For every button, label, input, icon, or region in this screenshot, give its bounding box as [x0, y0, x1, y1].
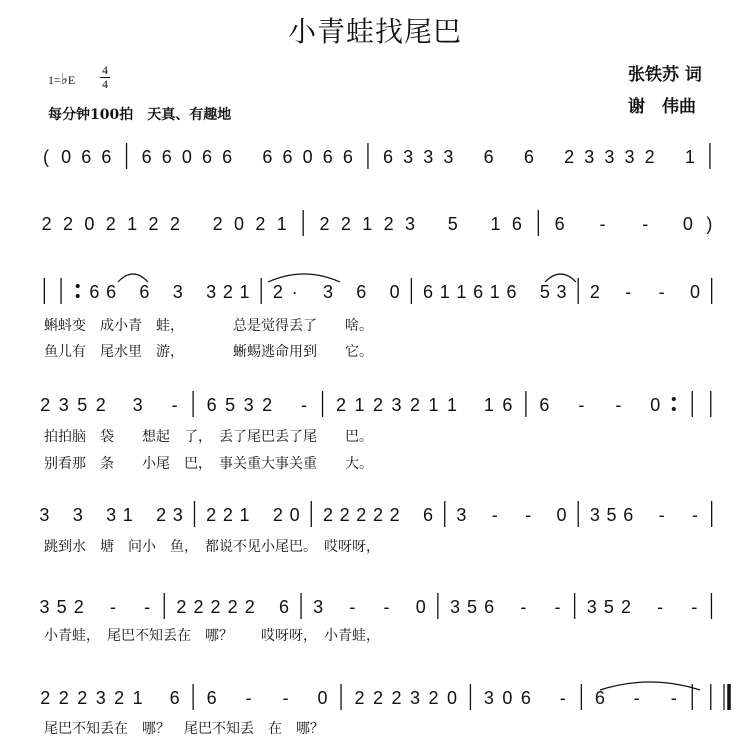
note-glyph: - — [282, 688, 289, 708]
time-top: 4 — [102, 63, 108, 77]
note-glyph: 6 — [502, 395, 513, 415]
note-glyph: 1 — [483, 395, 494, 415]
note-glyph: 0 — [234, 214, 245, 234]
note-glyph: 6 — [278, 597, 289, 617]
note-glyph: 3 — [586, 597, 597, 617]
note-glyph: 3 — [39, 597, 50, 617]
note-glyph: 1 — [276, 214, 287, 234]
note-glyph: - — [670, 688, 677, 708]
note-glyph: 6 — [483, 147, 494, 167]
note-glyph: - — [144, 597, 151, 617]
note-glyph: 6 — [206, 688, 217, 708]
note-glyph: 1 — [127, 214, 138, 234]
note-glyph: 0 — [682, 214, 693, 234]
note-glyph: 6 — [201, 147, 213, 167]
note-glyph: 2 — [409, 395, 420, 415]
note-glyph: 6 — [506, 282, 517, 302]
note-glyph: 3 — [403, 147, 414, 167]
key-prefix: 1= — [48, 73, 61, 87]
note-glyph: 2 — [383, 214, 394, 234]
note-glyph: - — [554, 597, 561, 617]
note-glyph: 2 — [272, 282, 283, 302]
lyric-line: 鱼儿有 尾水里 游， 蜥蜴逃命用到 它。 — [44, 344, 373, 360]
note-glyph: 2 — [105, 214, 116, 234]
note-glyph: 2 — [372, 395, 384, 415]
note-glyph: 2 — [73, 597, 84, 617]
note-glyph: - — [559, 688, 566, 708]
note-glyph: - — [642, 214, 649, 234]
note-glyph: 2 — [210, 597, 221, 617]
note-glyph: 6 — [81, 147, 92, 167]
repeat-dot — [672, 397, 676, 401]
note-glyph: 2 — [193, 597, 204, 617]
note-glyph: 1 — [354, 395, 365, 415]
note-glyph: 2 — [620, 597, 631, 617]
lyric-line: 拍拍脑 袋 想起 了， 丢了尾巴丢了尾 巴。 — [44, 429, 373, 445]
note-glyph: 6 — [423, 505, 434, 525]
note-glyph: - — [691, 597, 698, 617]
note-glyph: 3 — [132, 395, 143, 415]
note-glyph: 3 — [423, 147, 434, 167]
note-glyph: 2 — [227, 597, 238, 617]
note-glyph: 2 — [77, 688, 88, 708]
note-glyph: 0 — [556, 505, 567, 525]
note-glyph: 3 — [243, 395, 254, 415]
note-glyph: - — [171, 395, 178, 415]
note-glyph: 1 — [489, 282, 500, 302]
note-glyph: 3 — [456, 505, 467, 525]
note-glyph: 2 — [644, 147, 655, 167]
note-glyph: 0 — [289, 505, 300, 525]
lyricist-credit: 张铁苏 词 — [628, 65, 702, 85]
note-glyph: 0 — [689, 282, 700, 302]
note-glyph: 0 — [650, 395, 661, 415]
note-glyph: 2 — [340, 214, 351, 234]
note-glyph: 0 — [389, 282, 400, 302]
tempo-marking: 每分钟100拍 天真、有趣地 — [48, 107, 232, 123]
score-row — [36, 210, 712, 236]
note-glyph: 6 — [89, 282, 100, 302]
lyric-line: 小青蛙， 尾巴不知丢在 哪？ 哎呀呀， 小青蛙， — [44, 628, 380, 644]
score-row — [36, 684, 711, 737]
note-glyph: 2 — [222, 505, 233, 525]
note-glyph: 6 — [539, 395, 550, 415]
note-glyph: 6 — [594, 688, 605, 708]
note-glyph: 2 — [244, 597, 255, 617]
note-glyph: 5 — [467, 597, 478, 617]
note-glyph: 2 — [148, 214, 159, 234]
note-glyph: · — [291, 282, 298, 302]
note-glyph: 6 — [106, 282, 117, 302]
lyric-line: 跳到水 塘 问小 鱼， 都说不见小尾巴。 哎呀呀， — [44, 539, 380, 555]
note-glyph: 6 — [282, 147, 293, 167]
score-row — [36, 278, 712, 360]
note-glyph: 3 — [72, 505, 83, 525]
repeat-dot — [672, 407, 676, 411]
note-glyph: 1 — [490, 214, 501, 234]
note-glyph: 6 — [520, 688, 531, 708]
note-glyph: 3 — [39, 505, 50, 525]
note-glyph: 6 — [101, 147, 112, 167]
note-glyph: 5 — [606, 505, 617, 525]
note-glyph: 2 — [589, 282, 600, 302]
note-glyph: 3 — [95, 688, 106, 708]
note-glyph: 6 — [222, 147, 233, 167]
note-glyph: 0 — [302, 147, 313, 167]
note-glyph: 2 — [428, 688, 439, 708]
note-glyph: 1 — [362, 214, 373, 234]
score-row — [36, 593, 711, 644]
tie-arc — [268, 274, 340, 282]
tie-arc — [545, 274, 576, 282]
note-glyph: - — [658, 282, 665, 302]
note-glyph: 6 — [322, 147, 333, 167]
note-glyph: 2 — [206, 505, 217, 525]
note-glyph: 3 — [589, 505, 600, 525]
song-title: 小青蛙找尾巴 — [287, 15, 462, 48]
note-glyph: 2 — [114, 688, 125, 708]
note-glyph: 6 — [473, 282, 484, 302]
note-glyph: - — [301, 395, 308, 415]
note-glyph: - — [525, 505, 532, 525]
time-bottom: 4 — [102, 77, 108, 91]
note-glyph: 6 — [423, 282, 434, 302]
note-glyph: 3 — [556, 282, 567, 302]
score-staff — [36, 143, 729, 737]
note-glyph: 5 — [539, 282, 550, 302]
note-glyph: 1 — [446, 395, 457, 415]
note-glyph: 5 — [603, 597, 614, 617]
note-glyph: 6 — [356, 282, 367, 302]
note-glyph: 6 — [554, 214, 565, 234]
note-glyph: 6 — [523, 147, 534, 167]
note-glyph: - — [245, 688, 252, 708]
note-glyph: 6 — [141, 147, 152, 167]
note-glyph: 2 — [222, 282, 233, 302]
repeat-dot — [76, 294, 80, 298]
note-glyph: 5 — [77, 395, 88, 415]
note-glyph: 1 — [456, 282, 467, 302]
note-glyph: 1 — [132, 688, 143, 708]
note-glyph: 1 — [439, 282, 450, 302]
note-glyph: 3 — [391, 395, 402, 415]
note-glyph: 6 — [169, 688, 180, 708]
note-glyph: - — [633, 688, 640, 708]
lyric-line: 蝌蚪变 成小青 蛙， 总是觉得丢了 啥。 — [44, 318, 373, 334]
score-row — [36, 391, 711, 472]
note-glyph: 0 — [317, 688, 328, 708]
note-glyph: 0 — [61, 147, 72, 167]
composer-credit: 谢 伟曲 — [628, 97, 696, 117]
note-glyph: 3 — [405, 214, 416, 234]
note-glyph: 1 — [239, 282, 250, 302]
note-glyph: 3 — [58, 395, 69, 415]
note-glyph: - — [578, 395, 585, 415]
note-glyph: 5 — [225, 395, 236, 415]
note-glyph: 1 — [239, 505, 250, 525]
note-glyph: 2 — [356, 505, 367, 525]
note-glyph: 2 — [339, 505, 350, 525]
note-glyph: 2 — [372, 505, 384, 525]
note-glyph: 2 — [63, 214, 74, 234]
note-glyph: 2 — [212, 214, 223, 234]
note-glyph: 2 — [336, 395, 347, 415]
note-glyph: 2 — [319, 214, 330, 234]
lyric-line: 尾巴不知丢在 哪？ 尾巴不知丢 在 哪？ — [44, 721, 324, 737]
note-glyph: 0 — [502, 688, 513, 708]
note-glyph: 1 — [428, 395, 439, 415]
note-glyph: - — [109, 597, 116, 617]
note-glyph: 2 — [176, 597, 187, 617]
note-glyph: 2 — [389, 505, 400, 525]
note-glyph: 3 — [313, 597, 324, 617]
note-glyph: 2 — [564, 147, 575, 167]
note-glyph: 2 — [322, 505, 333, 525]
note-glyph: 0 — [446, 688, 457, 708]
note-glyph: 2 — [262, 395, 273, 415]
note-glyph: 3 — [584, 147, 595, 167]
note-glyph: 2 — [40, 395, 51, 415]
note-glyph: 3 — [106, 505, 117, 525]
note-glyph: - — [691, 505, 698, 525]
note-glyph: 2 — [58, 688, 69, 708]
note-glyph: 3 — [172, 505, 183, 525]
score-row — [36, 501, 712, 555]
note-glyph: 6 — [206, 395, 217, 415]
score-row — [36, 143, 710, 169]
note-glyph: 2 — [391, 688, 402, 708]
note-glyph: - — [615, 395, 622, 415]
note-glyph: ) — [706, 214, 713, 234]
note-glyph: - — [520, 597, 527, 617]
note-glyph: ( — [43, 147, 50, 167]
note-glyph: - — [383, 597, 390, 617]
note-glyph: 2 — [41, 214, 52, 234]
note-glyph: 2 — [372, 688, 384, 708]
note-glyph: 2 — [255, 214, 266, 234]
note-glyph: 2 — [169, 214, 180, 234]
note-glyph: 5 — [56, 597, 67, 617]
note-glyph: 3 — [206, 282, 217, 302]
note-glyph: - — [491, 505, 498, 525]
note-glyph: 0 — [415, 597, 426, 617]
note-glyph: 3 — [604, 147, 615, 167]
flat-sign: ♭ — [60, 72, 68, 88]
note-glyph: 6 — [511, 214, 522, 234]
lyric-line: 别看那 条 小尾 巴， 事关重大事关重 大。 — [44, 456, 373, 472]
note-glyph: 2 — [156, 505, 167, 525]
note-glyph: - — [599, 214, 606, 234]
note-glyph: 3 — [409, 688, 420, 708]
note-glyph: - — [349, 597, 356, 617]
note-glyph: 6 — [383, 147, 394, 167]
note-glyph: 3 — [172, 282, 183, 302]
note-glyph: 2 — [40, 688, 51, 708]
note-glyph: 0 — [84, 214, 95, 234]
note-glyph: - — [625, 282, 632, 302]
note-glyph: 6 — [484, 597, 495, 617]
note-glyph: 3 — [624, 147, 635, 167]
note-glyph: 1 — [684, 147, 695, 167]
note-glyph: 6 — [139, 282, 150, 302]
note-glyph: 6 — [623, 505, 634, 525]
note-glyph: 1 — [122, 505, 133, 525]
key-note: E — [67, 73, 76, 87]
note-glyph: 2 — [354, 688, 365, 708]
note-glyph: 2 — [95, 395, 106, 415]
tie-arc — [600, 682, 700, 690]
note-glyph: 6 — [262, 147, 273, 167]
note-glyph: 6 — [161, 147, 172, 167]
tie-arc — [118, 274, 148, 282]
note-glyph: - — [658, 505, 665, 525]
note-glyph: - — [657, 597, 664, 617]
note-glyph: 3 — [449, 597, 460, 617]
repeat-dot — [76, 284, 80, 288]
note-glyph: 5 — [447, 214, 458, 234]
note-glyph: 6 — [342, 147, 353, 167]
note-glyph: 3 — [443, 147, 454, 167]
note-glyph: 0 — [181, 147, 192, 167]
note-glyph: 3 — [322, 282, 333, 302]
note-glyph: 3 — [483, 688, 494, 708]
note-glyph: 2 — [272, 505, 283, 525]
